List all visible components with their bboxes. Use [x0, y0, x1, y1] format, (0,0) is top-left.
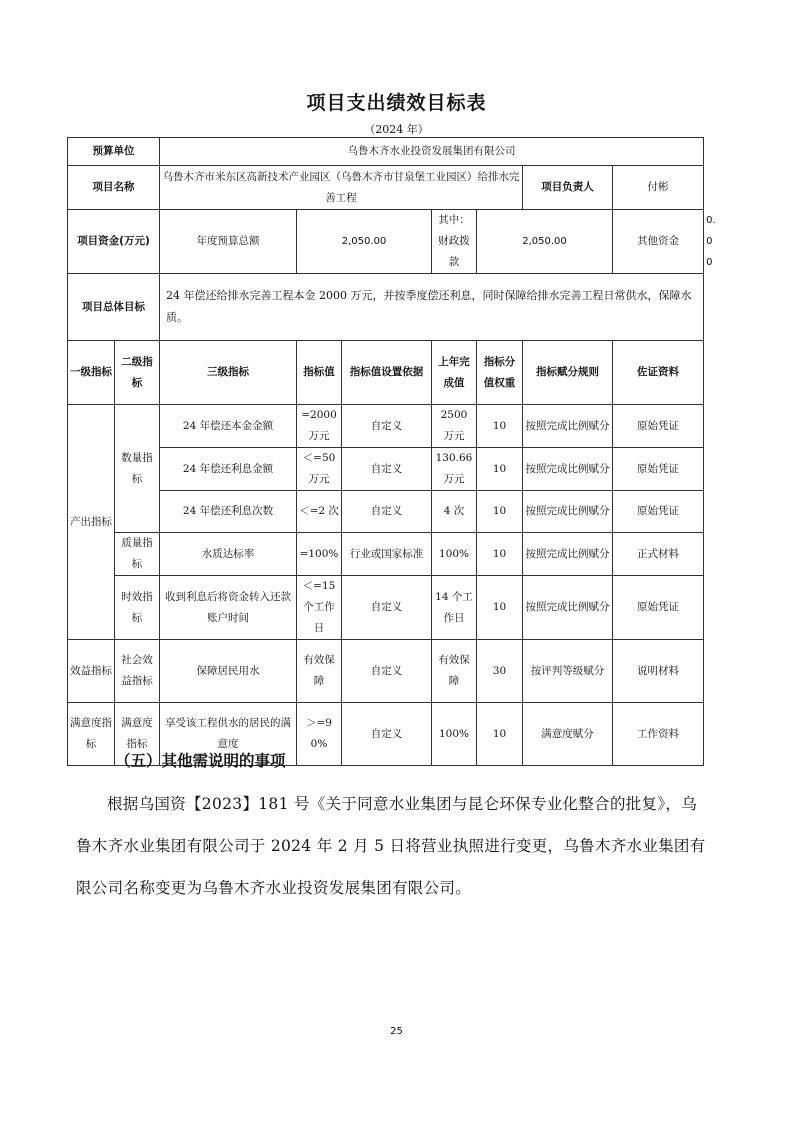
- row-evidence: 说明材料: [613, 640, 704, 703]
- row-basis: 自定义: [342, 405, 432, 448]
- row-last: 100%: [432, 533, 477, 576]
- table-row: [68, 491, 704, 533]
- group-satisfaction-1: 满意度指标: [68, 703, 115, 766]
- row-last: 130.66 万元: [432, 448, 477, 491]
- row-indicator: 水质达标率: [160, 533, 297, 576]
- row-weight: 30: [477, 640, 523, 703]
- row-rule: 满意度赋分: [523, 703, 613, 766]
- other-label: 其他资金: [613, 210, 704, 274]
- leader-label: 项目负责人: [523, 166, 613, 210]
- row-rule: 按照完成比例赋分: [523, 448, 613, 491]
- unit-row: [68, 138, 704, 166]
- row-last: 14 个工作日: [432, 576, 477, 640]
- row-indicator: 保障居民用水: [160, 640, 297, 703]
- row-last: 100%: [432, 703, 477, 766]
- row-value: ＞=90%: [297, 703, 342, 766]
- header-value: 指标值: [297, 341, 342, 405]
- unit-value: 乌鲁木齐水业投资发展集团有限公司: [160, 138, 704, 166]
- row-evidence: 原始凭证: [613, 576, 704, 640]
- header-rule: 指标赋分规则: [523, 341, 613, 405]
- row-rule: 按照完成比例赋分: [523, 405, 613, 448]
- section-paragraph: 根据乌国资【2023】181 号《关于同意水业集团与昆仑环保专业化整合的批复》，乌鲁木齐水业集团有限公司于 2024 年 2 月 5 日将营业执照进行变更，乌鲁木齐水业集团有限公司名称变更为乌鲁木齐水业投资发展集团有限公司。: [76, 795, 706, 897]
- table-row: [68, 533, 704, 576]
- header-level3: 三级指标: [160, 341, 297, 405]
- row-rule: 按照完成比例赋分: [523, 576, 613, 640]
- group-social: 社会效益指标: [115, 640, 160, 703]
- unit-label: 预算单位: [68, 138, 160, 166]
- group-timeliness: 时效指标: [115, 576, 160, 640]
- fund-row: 项目资金(万元) 年度预算总额 2,050.00 其中：财政拨款 2,050.00 其他资金 0.00: [68, 210, 704, 274]
- fund-label: 项目资金(万元): [68, 210, 160, 274]
- row-basis: 自定义: [342, 640, 432, 703]
- name-row: [68, 166, 704, 210]
- name-label: 项目名称: [68, 166, 160, 210]
- row-basis: 自定义: [342, 448, 432, 491]
- row-evidence: 正式材料: [613, 533, 704, 576]
- row-weight: 10: [477, 576, 523, 640]
- row-weight: 10: [477, 703, 523, 766]
- row-basis: 自定义: [342, 703, 432, 766]
- group-quantity: 数量指标: [115, 405, 160, 533]
- row-evidence: 原始凭证: [613, 448, 704, 491]
- table-row: [68, 640, 704, 703]
- goal-value: 24 年偿还给排水完善工程本金 2000 万元，并按季度偿还利息，同时保障给排水完善工程日常供水，保障水质。: [160, 274, 704, 341]
- row-weight: 10: [477, 491, 523, 533]
- year-subtitle: （2024 年）: [364, 123, 429, 136]
- row-indicator: 24 年偿还本金金额: [160, 405, 297, 448]
- row-indicator: 享受该工程供水的居民的满意度: [160, 703, 297, 766]
- row-basis: 自定义: [342, 491, 432, 533]
- row-rule: 按照完成比例赋分: [523, 491, 613, 533]
- row-weight: 10: [477, 448, 523, 491]
- group-quality: 质量指标: [115, 533, 160, 576]
- row-rule: 按照完成比例赋分: [523, 533, 613, 576]
- group-benefit: 效益指标: [68, 640, 115, 703]
- row-value: ＜=2 次: [297, 491, 342, 533]
- header-level2: 二级指标: [115, 341, 160, 405]
- row-last: 有效保障: [432, 640, 477, 703]
- row-last: 4 次: [432, 491, 477, 533]
- group-output: 产出指标: [68, 405, 115, 640]
- name-value: 乌鲁木齐市米东区高新技术产业园区（乌鲁木齐市甘泉堡工业园区）给排水完善工程: [160, 166, 523, 210]
- row-rule: 按评判等级赋分: [523, 640, 613, 703]
- header-evidence: 佐证资料: [613, 341, 704, 405]
- row-weight: 10: [477, 533, 523, 576]
- section-heading: （五）其他需说明的事项: [115, 751, 286, 770]
- goal-label: 项目总体目标: [68, 274, 160, 341]
- leader-value: 付彬: [613, 166, 704, 210]
- goal-row: [68, 274, 704, 341]
- row-evidence: 工作资料: [613, 703, 704, 766]
- page-title: 项目支出绩效目标表: [306, 92, 487, 114]
- row-value: =100%: [297, 533, 342, 576]
- row-value: 有效保障: [297, 640, 342, 703]
- page-number: 25: [390, 1026, 403, 1037]
- row-indicator: 24 年偿还利息次数: [160, 491, 297, 533]
- row-value: ＜=50 万元: [297, 448, 342, 491]
- performance-table: [67, 137, 716, 766]
- annual-label: 年度预算总额: [160, 210, 297, 274]
- header-last: 上年完成值: [432, 341, 477, 405]
- annual-value: 2,050.00: [297, 210, 432, 274]
- row-last: 2500 万元: [432, 405, 477, 448]
- header-level1: 一级指标: [68, 341, 115, 405]
- table-row: [68, 448, 704, 491]
- row-basis: 行业或国家标准: [342, 533, 432, 576]
- row-indicator: 收到利息后将资金转入还款账户时间: [160, 576, 297, 640]
- header-row: [68, 341, 704, 405]
- row-evidence: 原始凭证: [613, 491, 704, 533]
- row-evidence: 原始凭证: [613, 405, 704, 448]
- row-value: =2000 万元: [297, 405, 342, 448]
- row-indicator: 24 年偿还利息金额: [160, 448, 297, 491]
- row-weight: 10: [477, 405, 523, 448]
- fiscal-value: 2,050.00: [477, 210, 613, 274]
- row-value: ＜=15 个工作日: [297, 576, 342, 640]
- table-row: [68, 405, 704, 448]
- table-row: [68, 576, 704, 640]
- fiscal-label: 其中：财政拨款: [432, 210, 477, 274]
- row-basis: 自定义: [342, 576, 432, 640]
- header-weight: 指标分值权重: [477, 341, 523, 405]
- group-satisfaction-2: 满意度指标: [115, 703, 160, 766]
- header-basis: 指标值设置依据: [342, 341, 432, 405]
